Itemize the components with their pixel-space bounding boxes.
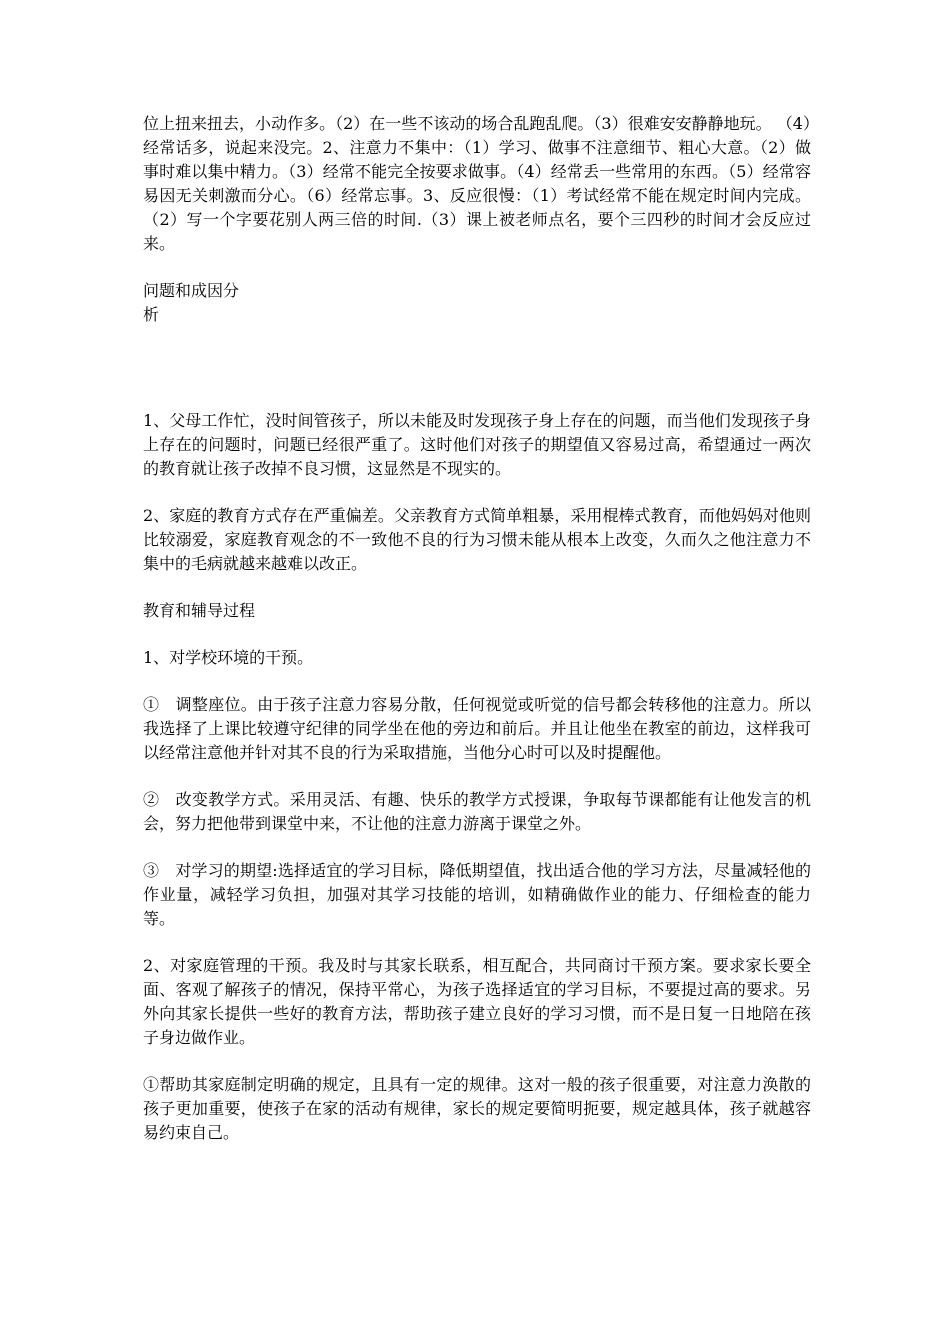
paragraph-symptoms: 位上扭来扭去，小动作多。（2）在一些不该动的场合乱跑乱爬。（3）很难安安静静地玩。 （4）经常话多，说起来没完。2、注意力不集中：（1）学习、做事不注意细节、粗心大意。（2）做事时难以集中精力。（3）经常不能完全按要求做事。（4）经常丢一些常用的东西。（5）经常容易因无关刺激而分心。（6）经常忘事。3、反应很慢：（1）考试经常不能在规定时间内完成。（2）写一个字要花别人两三倍的时间.（3）课上被老师点名，要个三四秒的时间才会反应过来。 (143, 114, 811, 253)
paragraph-teaching-method: ② 改变教学方式。采用灵活、有趣、快乐的教学方式授课，争取每节课都能有让他发言的机会，努力把他带到课堂中来，不让他的注意力游离于课堂之外。 (143, 790, 811, 833)
spacer (143, 576, 811, 599)
spacer (143, 670, 811, 693)
paragraph-seat-adjust: ① 调整座位。由于孩子注意力容易分散，任何视觉或听觉的信号都会转移他的注意力。所以我选择了上课比较遵守纪律的同学坐在他的旁边和前后。并且让他坐在教室的前边，这样我可以经常注意他并针对其不良的行为采取措施，当他分心时可以及时提醒他。 (143, 695, 811, 762)
spacer (143, 623, 811, 646)
section-heading-line-2: 析 (143, 305, 160, 324)
paragraph-cause-1: 1、父母工作忙，没时间管孩子，所以未能及时发现孩子身上存在的问题，而当他们发现孩子身上存在的问题时，问题已经很严重了。这时他们对孩子的期望值又容易过高，希望通过一两次的教育就让孩子改掉不良习惯，这显然是不现实的。 (143, 411, 811, 478)
paragraph-school-intervention: 1、对学校环境的干预。 (143, 648, 314, 667)
section-heading-line-1: 问题和成因分 (143, 281, 240, 300)
paragraph-family-intervention: 2、对家庭管理的干预。我及时与其家长联系，相互配合，共同商讨干预方案。要求家长要全面、客观了解孩子的情况，保持平常心，为孩子选择适宜的学习目标，不要提过高的要求。另外向其家长提供一些好的教育方法，帮助孩子建立良好的学习习惯，而不是日复一日地陪在孩子身边做作业。 (143, 956, 811, 1047)
paragraph-learning-expectation: ③ 对学习的期望:选择适宜的学习目标，降低期望值，找出适合他的学习方法，尽量减轻他的作业量，减轻学习负担，加强对其学习技能的培训，如精确做作业的能力、仔细检查的能力等。 (143, 861, 811, 928)
spacer (143, 836, 811, 859)
spacer (143, 481, 811, 504)
spacer (143, 327, 811, 409)
spacer (143, 256, 811, 279)
paragraph-cause-2: 2、家庭的教育方式存在严重偏差。父亲教育方式简单粗暴，采用棍棒式教育，而他妈妈对他则比较溺爱，家庭教育观念的不一致他不良的行为习惯未能从根本上改变，久而久之他注意力不集中的毛病就越来越难以改正。 (143, 506, 811, 573)
spacer (143, 1050, 811, 1073)
heading-process: 教育和辅导过程 (143, 601, 256, 620)
spacer (143, 765, 811, 788)
section-heading-causes (143, 279, 811, 327)
spacer (143, 931, 811, 954)
paragraph-family-rules: ①帮助其家庭制定明确的规定，且具有一定的规律。这对一般的孩子很重要，对注意力涣散的孩子更加重要，使孩子在家的活动有规律，家长的规定要简明扼要，规定越具体，孩子就越容易约束自己。 (143, 1075, 811, 1142)
document-page (143, 112, 811, 1145)
